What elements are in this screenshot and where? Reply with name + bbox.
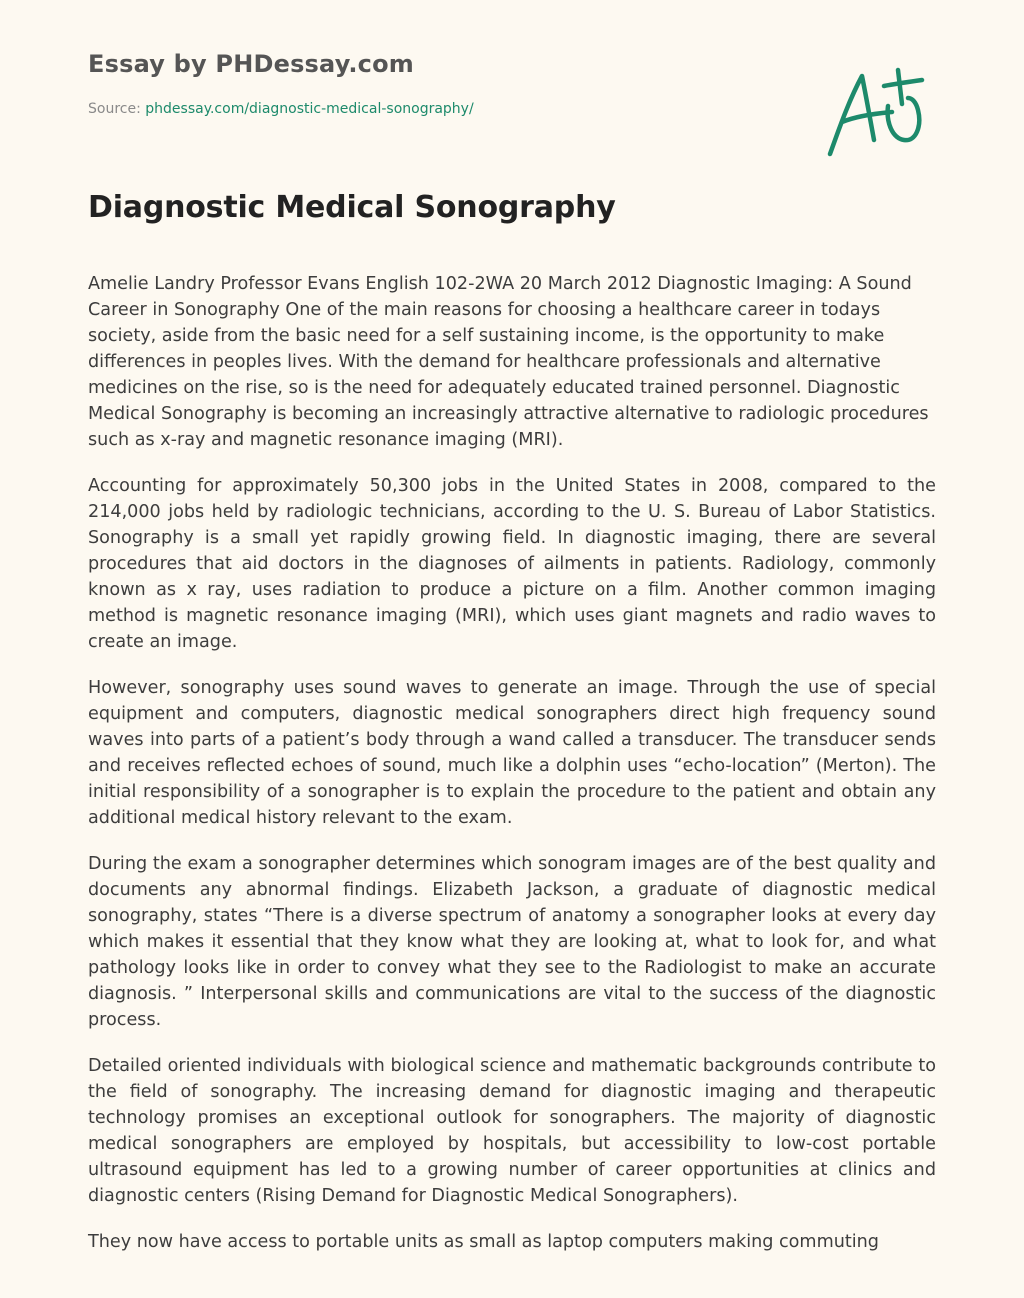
essay-body <box>88 271 936 1275</box>
essay-paragraph: Accounting for approximately 50,300 jobs in the United States in 2008, compared to the 214,000 jobs held by radiologic technicians, according to the U. S. Bureau of Labor Statistics. Sonography is a small yet rapidly growing field. In diagnostic imaging, there are several procedures that aid doctors in the diagnoses of ailments in patients. Radiology, commonly known as x ray, uses radiation to produce a picture on a film. Another common imaging method is magnetic resonance imaging (MRI), which uses giant magnets and radio waves to create an image. <box>88 476 936 652</box>
source-link[interactable]: phdessay.com/diagnostic-medical-sonography/ <box>145 101 474 117</box>
essay-paragraph: Amelie Landry Professor Evans English 102-2WA 20 March 2012 Diagnostic Imaging: A Sound Career in Sonography One of the main reasons for choosing a healthcare career in todays society, aside from the basic need for a self sustaining income, is the opportunity to make differences in peoples lives. With the demand for healthcare professionals and alternative medicines on the rise, so is the need for adequately educated trained personnel. Diagnostic Medical Sonography is becoming an increasingly attractive alternative to radiologic procedures such as x-ray and magnetic resonance imaging (MRI). <box>88 274 929 450</box>
a-plus-logo <box>818 62 928 162</box>
essay-title: Diagnostic Medical Sonography <box>88 190 616 225</box>
essay-paragraph: Detailed oriented individuals with biological science and mathematic backgrounds contribute to the field of sonography. The increasing demand for diagnostic imaging and therapeutic technology promises an exceptional outlook for sonographers. The majority of diagnostic medical sonographers are employed by hospitals, but accessibility to low-cost portable ultrasound equipment has led to a growing number of career opportunities at clinics and diagnostic centers (Rising Demand for Diagnostic Medical Sonographers). <box>88 1056 936 1206</box>
source-line <box>88 101 474 117</box>
site-title: Essay by PHDessay.com <box>88 50 414 78</box>
source-label: Source: <box>88 101 146 117</box>
essay-paragraph: They now have access to portable units as small as laptop computers making commuting <box>88 1232 879 1252</box>
essay-paragraph: However, sonography uses sound waves to generate an image. Through the use of special equipment and computers, diagnostic medical sonographers direct high frequency sound waves into parts of a patient’s body through a wand called a transducer. The transducer sends and receives reflected echoes of sound, much like a dolphin uses “echo-location” (Merton). The initial responsibility of a sonographer is to explain the procedure to the patient and obtain any additional medical history relevant to the exam. <box>88 678 936 828</box>
essay-paragraph: During the exam a sonographer determines which sonogram images are of the best quality and documents any abnormal findings. Elizabeth Jackson, a graduate of diagnostic medical sonography, states “There is a diverse spectrum of anatomy a sonographer looks at every day which makes it essential that they know what they are looking at, what to look for, and what pathology looks like in order to convey what they see to the Radiologist to make an accurate diagnosis. ” Interpersonal skills and communications are vital to the success of the diagnostic process. <box>88 854 936 1030</box>
